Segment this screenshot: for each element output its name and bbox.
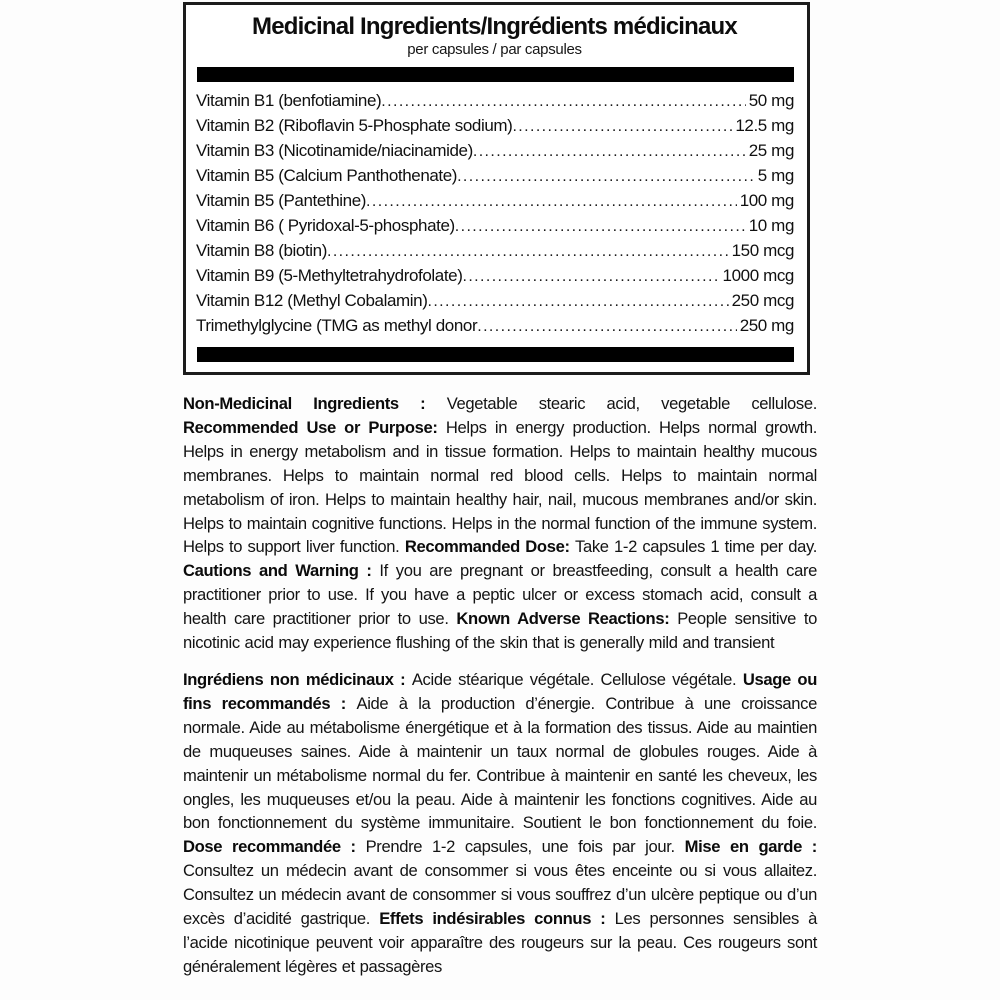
french-paragraph: Ingrédiens non médicinaux : Acide stéarique végétale. Cellulose végétale. Usage ou fins recommandés : Aide à la production d’énergie. Contribue à une croissance normale. Aide au métabolisme énergétique et à la formation des tissus. Aide au maintien de muqueuses saines. Aide à maintenir un taux normal de globules rouges. Aide à maintenir un métabolisme normal du fer. Contribue à maintenir en santé les cheveux, les ongles, les muqueuses et/ou la peau. Aide à maintenir les fonctions cognitives. Aide au bon fonctionnement du système immunitaire. Soutient le bon fonctionnement du foie. Dose recommandée : Prendre 1-2 capsules, une fois par jour. Mise en garde : Consultez un médecin avant de consommer si vous êtes enceinte ou si vous allaitez. Consultez un médecin avant de consommer si vous souffrez d’un ulcère peptique ou d’un excès d’acidité gastrique. Effets indésirables connus : Les personnes sensibles à l’acide nicotinique peuvent voir apparaître des rougeurs sur la peau. Ces rougeurs sont généralement légères et passagères (183, 669, 818, 976)
ingredient-row (196, 89, 794, 114)
panel-title: Medicinal Ingredients/Ingrédients médicinaux (252, 13, 737, 40)
ingredient-row (196, 114, 794, 139)
dotted-leader (462, 264, 719, 289)
label-content (183, 0, 817, 979)
ingredient-row (196, 264, 794, 289)
ingredient-amount: 1000 mcg (722, 266, 794, 285)
ingredient-row (196, 164, 794, 189)
ingredient-name: Vitamin B5 (Pantethine) (196, 191, 367, 210)
bottom-divider-bar (197, 347, 794, 362)
dotted-leader (477, 314, 736, 339)
ingredient-name: Vitamin B12 (Methyl Cobalamin) (196, 291, 428, 310)
panel-subtitle: per capsules / par capsules (407, 41, 582, 58)
ingredient-amount: 250 mcg (731, 291, 794, 310)
english-paragraph: Non-Medicinal Ingredients : Vegetable stearic acid, vegetable cellulose. Recommended Use or Purpose: Helps in energy production. Helps normal growth. Helps in energy metabolism and in tissue formation. Helps to maintain healthy mucous membranes. Helps to maintain normal red blood cells. Helps to maintain normal metabolism of iron. Helps to maintain healthy hair, nail, mucous membranes and/or skin. Helps to maintain cognitive functions. Helps in the normal function of the immune system. Helps to support liver function. Recommanded Dose: Take 1-2 capsules 1 time per day. Cautions and Warning : If you are pregnant or breastfeeding, consult a health care practitioner prior to use. If you have a peptic ulcer or excess stomach acid, consult a health care practitioner prior to use. Known Adverse Reactions: People sensitive to nicotinic acid may experience flushing of the skin that is generally mild and transient (183, 394, 818, 653)
ingredient-name: Vitamin B3 (Nicotinamide/niacinamide) (196, 141, 473, 160)
ingredient-row (196, 289, 794, 314)
dotted-leader (473, 139, 746, 164)
ingredient-row (196, 189, 794, 214)
ingredient-row (196, 314, 794, 339)
dotted-leader (366, 189, 737, 214)
ingredient-amount: 12.5 mg (735, 116, 794, 135)
ingredient-name: Vitamin B8 (biotin) (196, 241, 327, 260)
medicinal-ingredients-panel (183, 2, 810, 375)
dotted-leader (381, 89, 745, 114)
ingredient-name: Vitamin B5 (Calcium Panthothenate) (196, 166, 458, 185)
ingredient-amount: 250 mg (739, 316, 794, 335)
ingredient-row (196, 139, 794, 164)
ingredient-rows (194, 89, 795, 339)
ingredient-row (196, 239, 794, 264)
ingredient-name: Vitamin B6 ( Pyridoxal-5-phosphate) (196, 216, 455, 235)
dotted-leader (327, 239, 729, 264)
ingredient-name: Vitamin B9 (5-Methyltetrahydrofolate) (196, 266, 463, 285)
ingredient-amount: 100 mg (739, 191, 794, 210)
ingredient-amount: 10 mg (748, 216, 794, 235)
ingredient-name: Trimethylglycine (TMG as methyl donor (196, 316, 478, 335)
ingredient-row (196, 214, 794, 239)
ingredient-amount: 5 mg (757, 166, 794, 185)
dotted-leader (512, 114, 732, 139)
dotted-leader (427, 289, 728, 314)
ingredient-amount: 25 mg (748, 141, 794, 160)
ingredient-amount: 150 mcg (731, 241, 794, 260)
ingredient-name: Vitamin B1 (benfotiamine) (196, 91, 382, 110)
dotted-leader (455, 214, 746, 239)
ingredient-name: Vitamin B2 (Riboflavin 5-Phosphate sodium) (196, 116, 513, 135)
dotted-leader (457, 164, 755, 189)
ingredient-amount: 50 mg (748, 91, 794, 110)
top-divider-bar (197, 67, 794, 82)
